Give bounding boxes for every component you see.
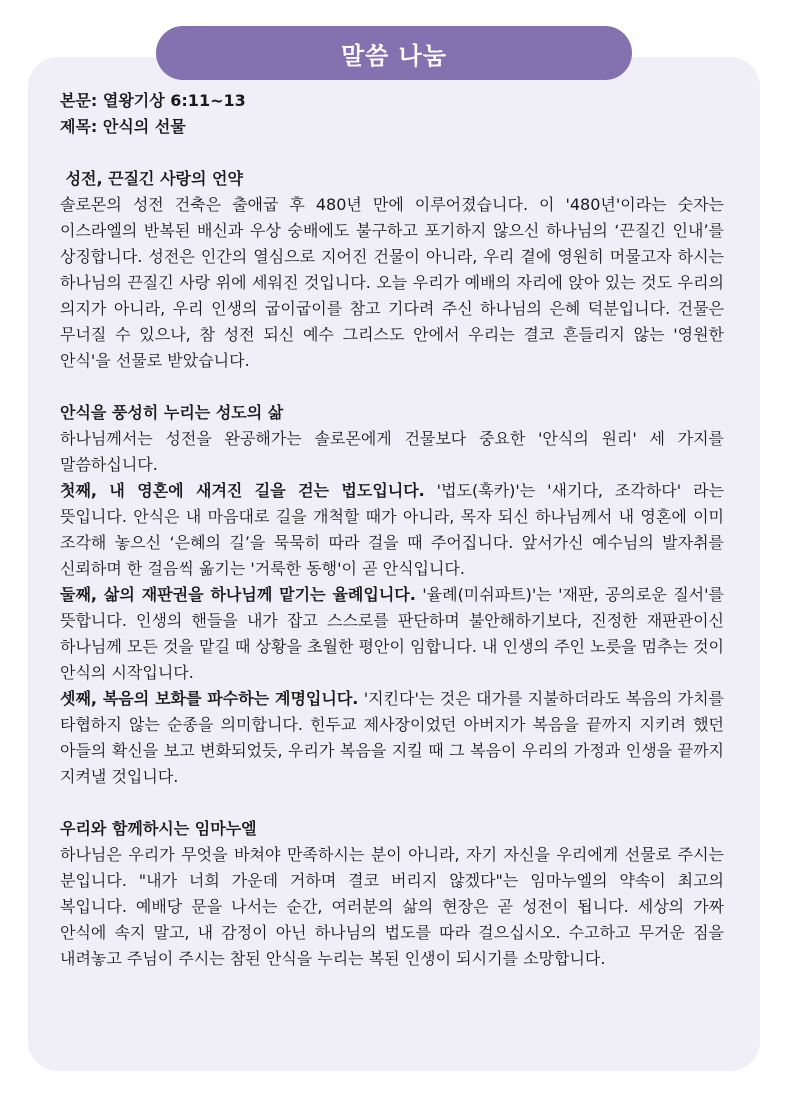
sermon-content [60, 88, 724, 972]
paragraph [60, 686, 724, 790]
paragraph-body: '율례(미쉬파트)'는 '재판, 공의로운 질서'를 뜻합니다. 인생의 핸들을 내가 잡고 스스로를 판단하며 불안해하기보다, 진정한 재판관이신 하나님께 모든 것을 맡길 때 상황을 초월한 평안이 임합니다. 내 인생의 주인 노릇을 멈추는 것이 안식의 시작입니다. [60, 585, 724, 682]
paragraph [60, 842, 724, 972]
paragraph [60, 426, 724, 478]
section-heading: 성전, 끈질긴 사랑의 언약 [60, 169, 243, 188]
paragraph [60, 478, 724, 582]
section-heading: 안식을 풍성히 누리는 성도의 삶 [60, 403, 284, 422]
paragraph-lead: 셋째, 복음의 보화를 파수하는 계명입니다. [60, 689, 359, 708]
paragraph [60, 582, 724, 686]
paragraph-body: 하나님께서는 성전을 완공해가는 솔로몬에게 건물보다 중요한 '안식의 원리' 세 가지를 말씀하십니다. [60, 429, 724, 474]
header-banner [156, 26, 632, 80]
paragraph [60, 192, 724, 374]
paragraph-body: 솔로몬의 성전 건축은 출애굽 후 480년 만에 이루어졌습니다. 이 '480년'이라는 숫자는 이스라엘의 반복된 배신과 우상 숭배에도 불구하고 포기하지 않으신 하나님의 ‘끈질긴 인내’를 상징합니다. 성전은 인간의 열심으로 지어진 건물이 아니라, 우리 곁에 영원히 머물고자 하시는 하나님의 끈질긴 사랑 위에 세워진 것입니다. 오늘 우리가 예배의 자리에 앉아 있는 것도 우리의 의지가 아니라, 우리 인생의 굽이굽이를 참고 기다려 주신 하나님의 은혜 덕분입니다. 건물은 무너질 수 있으나, 참 성전 되신 예수 그리스도 안에서 우리는 결코 흔들리지 않는 '영원한 안식'을 선물로 받았습니다. [60, 195, 724, 370]
paragraph-body: '법도(훅카)'는 '새기다, 조각하다' 라는 뜻입니다. 안식은 내 마음대로 길을 개척할 때가 아니라, 목자 되신 하나님께서 내 영혼에 이미 조각해 놓으신 ‘은혜의 길’을 묵묵히 따라 걸을 때 주어집니다. 앞서가신 예수님의 발자취를 신뢰하며 한 걸음씩 옮기는 '거룩한 동행'이 곧 안식입니다. [60, 481, 724, 578]
scripture-reference: 본문: 열왕기상 6:11~13 [60, 91, 246, 110]
header-title: 말씀 나눔 [340, 41, 448, 70]
sermon-title: 제목: 안식의 선물 [60, 117, 186, 136]
paragraph-body: 하나님은 우리가 무엇을 바쳐야 만족하시는 분이 아니라, 자기 자신을 우리에게 선물로 주시는 분입니다. "내가 너희 가운데 거하며 결코 버리지 않겠다"는 임마누엘의 약속이 최고의 복입니다. 예배당 문을 나서는 순간, 여러분의 삶의 현장은 곧 성전이 됩니다. 세상의 가짜 안식에 속지 말고, 내 감정이 아닌 하나님의 법도를 따라 걸으십시오. 수고하고 무거운 짐을 내려놓고 주님이 주시는 참된 안식을 누리는 복된 인생이 되시기를 소망합니다. [60, 845, 724, 968]
paragraph-lead: 첫째, 내 영혼에 새겨진 길을 걷는 법도입니다. [60, 481, 425, 500]
paragraph-lead: 둘째, 삶의 재판권을 하나님께 맡기는 율례입니다. [60, 585, 416, 604]
paragraph-body: '지킨다'는 것은 대가를 지불하더라도 복음의 가치를 타협하지 않는 순종을 의미합니다. 힌두교 제사장이었던 아버지가 복음을 끝까지 지키려 했던 아들의 확신을 보고 변화되었듯, 우리가 복음을 지킬 때 그 복음이 우리의 가정과 인생을 끝까지 지켜낼 것입니다. [60, 689, 724, 786]
section-heading: 우리와 함께하시는 임마누엘 [60, 819, 257, 838]
